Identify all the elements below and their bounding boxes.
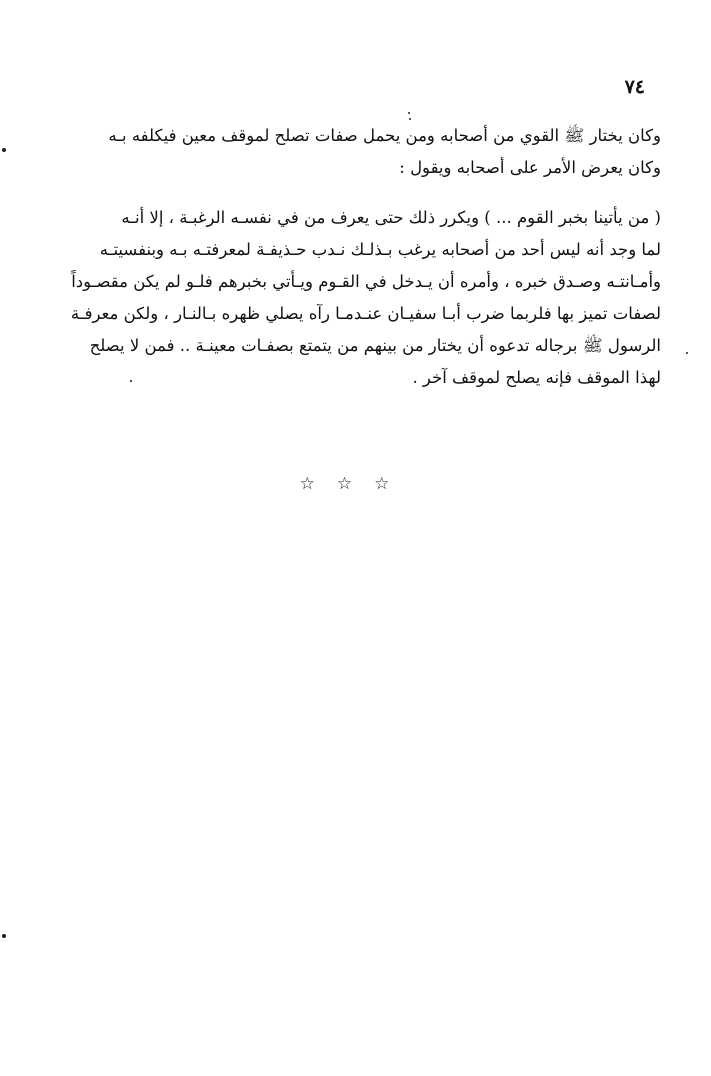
- text-line: وكان يعرض الأمر على أصحابه ويقول :: [399, 158, 661, 177]
- scan-speck: [2, 148, 6, 152]
- scan-speck: [408, 112, 410, 114]
- section-separator-stars: ☆☆☆: [299, 474, 412, 494]
- scan-speck: [130, 380, 132, 382]
- text-line: لصفات تميز بها فلربما ضرب أبـا سفيـان عنـدمـا رآه يصلي ظهره بـالنـار ، ولكن معرفـة: [71, 304, 661, 323]
- paragraph-2: [71, 202, 661, 394]
- page-number: ٧٤: [624, 76, 645, 98]
- text-line: ( من يأتينا بخبر القوم ... ) ويكرر ذلك حتى يعرف من في نفسـه الرغبـة ، إلا أنـه: [121, 208, 661, 227]
- text-line: لما وجد أنه ليس أحد من أصحابه يرغب بـذلـك نـدب حـذيفـة لمعرفتـه بـه وبنفسيتـه: [99, 240, 661, 259]
- scan-speck: [2, 934, 6, 938]
- text-line: الرسول ﷺ برجاله تدعوه أن يختار من بينهم من يتمتع بصفـات معينـة .. فمن لا يصلح: [89, 336, 661, 355]
- text-line: لهذا الموقف فإنه يصلح لموقف آخر .: [412, 368, 661, 387]
- scan-speck: [409, 118, 411, 120]
- scan-speck: [686, 352, 688, 354]
- paragraph-1: [71, 120, 661, 184]
- text-line: وأمـانتـه وصـدق خبره ، وأمره أن يـدخل في القـوم ويـأتي بخبرهم فلـو لم يكن مقصـوداً: [71, 272, 661, 291]
- text-line: وكان يختار ﷺ القوي من أصحابه ومن يحمل صفات تصلح لموقف معين فيكلفه بـه: [108, 126, 661, 145]
